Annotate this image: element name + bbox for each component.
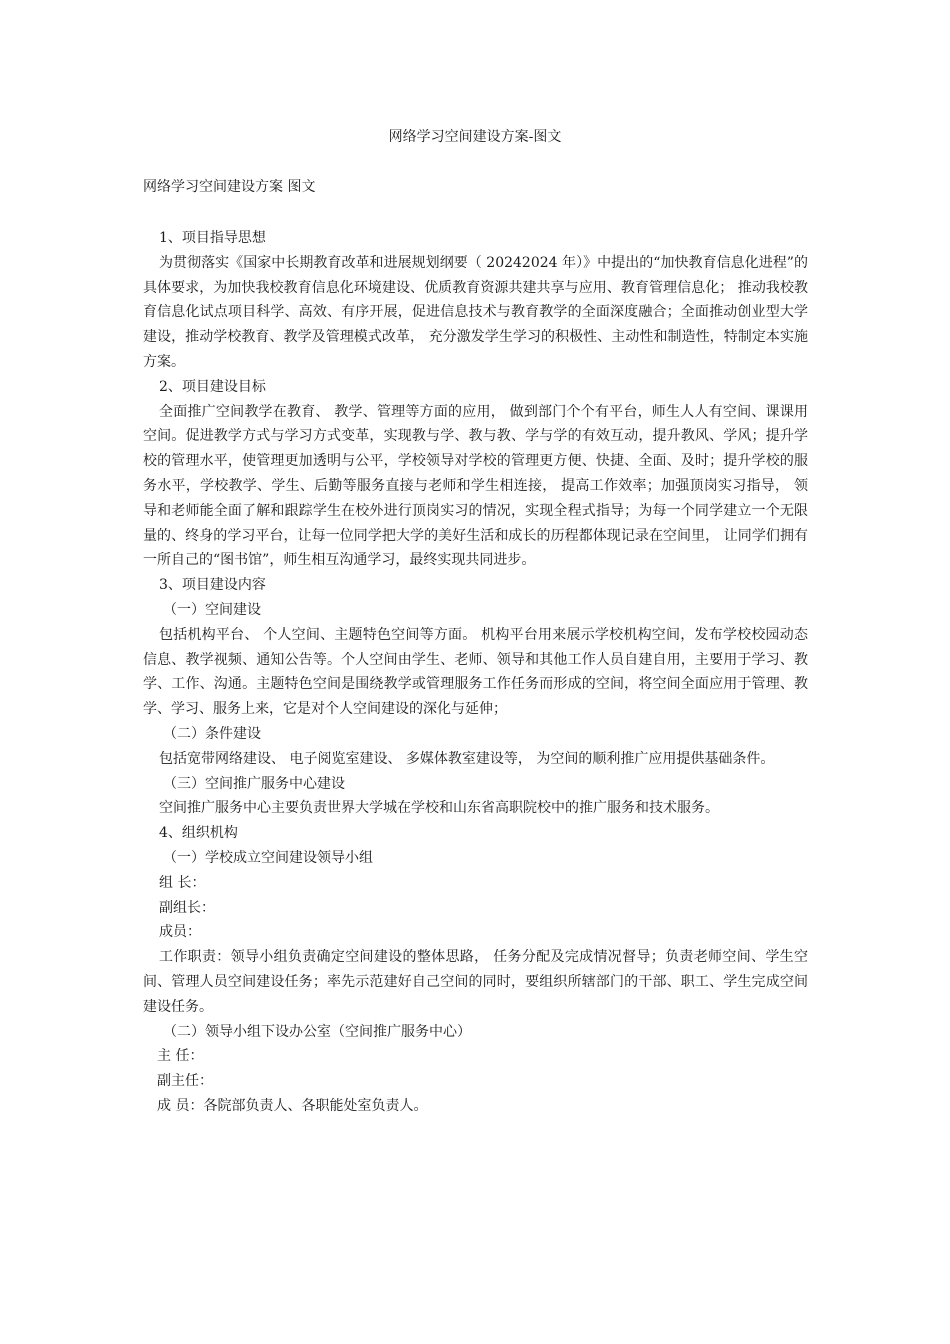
field-deputy-director: 副主任： [157,1073,213,1090]
subsection-heading-4a: （一）学校成立空间建设领导小组 [163,849,373,866]
subsection-heading-3a: （一）空间建设 [163,601,261,618]
section-heading-3: 3、项目建设内容 [159,577,266,594]
subsection-heading-3c: （三）空间推广服务中心建设 [163,775,345,792]
section-heading-1: 1、项目指导思想 [159,230,266,246]
paragraph-3a: 包括机构平台、 个人空间、主题特色空间等方面。 机构平台用来展示学校机构空间，发布学校校园动态信息、教学视频、通知公告等。个人空间由学生、老师、领导和其他工作人员自建自用，主要用于学习、教学、工作、沟通。主题特色空间是围绕教学或管理服务工作任务而形成的空间，将空间全面应用于管理、教学、学习、服务上来，它是对个人空间建设的深化与延伸； [143,626,808,718]
field-office-members: 成 员：各院部负责人、各职能处室负责人。 [157,1097,428,1114]
field-director: 主 任： [157,1048,204,1065]
document-body [143,226,808,1119]
subsection-heading-4b: （二）领导小组下设办公室（空间推广服务中心） [163,1023,471,1040]
field-deputy-leader: 副组长： [159,899,215,916]
section-heading-4: 4、组织机构 [159,825,238,842]
paragraph-1: 为贯彻落实《国家中长期教育改革和进展规划纲要（ 20242024 年）》中提出的“加快教育信息化进程”的具体要求，为加快我校教育信息化环境建设、优质教育资源共建共享与应用、教育管理信息化； 推动我校教育信息化试点项目科学、高效、有序开展，促进信息技术与教育教学的全面深度融合；全面推动创业型大学建设，推动学校教育、教学及管理模式改革， 充分激发学生学习的积极性、主动性和制造性，特制定本实施方案。 [143,254,808,370]
section-heading-2: 2、项目建设目标 [159,378,266,395]
paragraph-2: 全面推广空间教学在教育、 教学、管理等方面的应用， 做到部门个个有平台，师生人人有空间、课课用空间。促进教学方式与学习方式变革，实现教与学、教与教、学与学的有效互动，提升教风、学风；提升学校的管理水平，使管理更加透明与公平，学校领导对学校的管理更方便、快捷、全面、及时；提升学校的服务水平，学校教学、学生、后勤等服务直接与老师和学生相连接， 提高工作效率；加强顶岗实习指导， 领导和老师能全面了解和跟踪学生在校外进行顶岗实习的情况，实现全程式指导；为每一个同学建立一个无限量的、终身的学习平台，让每一位同学把大学的美好生活和成长的历程都体现记录在空间里， 让同学们拥有一所自己的“图书馆”，师生相互沟通学习，最终实现共同进步。 [143,403,808,569]
document-title: 网络学习空间建设方案-图文 [388,129,562,145]
paragraph-3c: 空间推广服务中心主要负责世界大学城在学校和山东省高职院校中的推广服务和技术服务。 [159,800,719,817]
paragraph-4a: 工作职责：领导小组负责确定空间建设的整体思路， 任务分配及完成情况督导；负责老师空间、学生空间、管理人员空间建设任务；率先示范建好自己空间的同时，要组织所辖部门的干部、职工、学生完成空间建设任务。 [143,949,808,1015]
subsection-heading-3b: （二）条件建设 [163,725,261,742]
document-subtitle: 网络学习空间建设方案 图文 [143,179,316,195]
field-group-leader: 组 长： [159,874,206,891]
field-members: 成员： [159,924,201,941]
paragraph-3b: 包括宽带网络建设、 电子阅览室建设、 多媒体教室建设等， 为空间的顺利推广应用提供基础条件。 [159,750,775,767]
